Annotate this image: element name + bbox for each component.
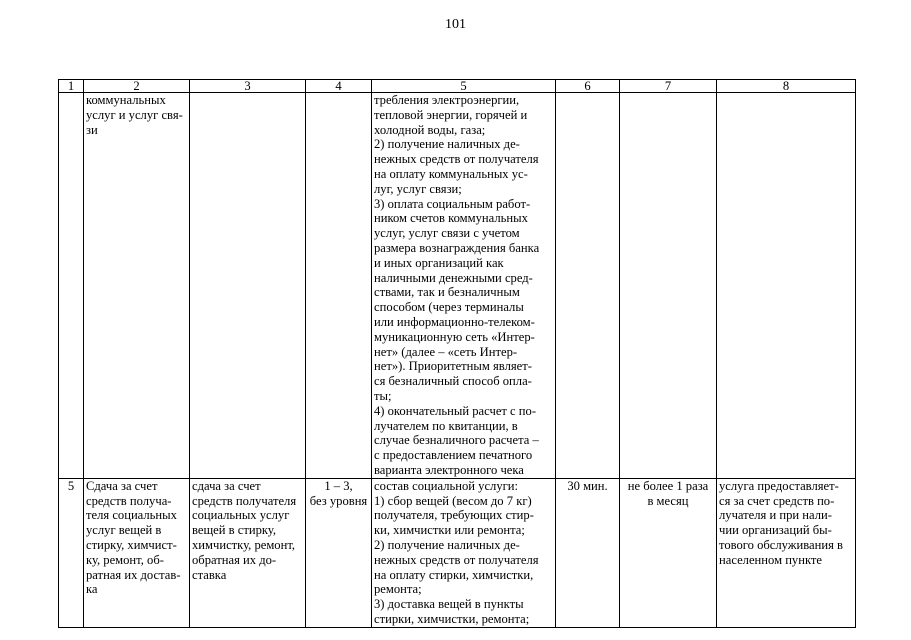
column-number: 7 [620,80,717,93]
table-row [59,478,856,627]
column-number: 3 [190,80,306,93]
service-description-cell [190,93,306,479]
service-content-cell: требления электроэнергии, тепловой энергии, горячей и холодной воды, газа; 2) получение наличных де- нежных средств от получателя на оплату коммунальных ус- луг, услуг связи; 3) оплата социальным работ- ником счетов коммунальных услуг, услуг связи с учетом размера вознаграждения банка и иных организаций как наличными денежными сред- ствами, так и безналичным способом (через терминалы или информационно-телеком- муникационную сеть «Интер- нет» (далее – «сеть Интер- нет»). Приоритетным являет- ся безналичный способ опла- ты; 4) окончательный расчет с по- лучателем по квитанции, в случае безналичного расчета – с предоставлением печатного варианта электронного чека [372,93,556,479]
services-table [58,79,856,628]
service-content-cell: состав социальной услуги: 1) сбор вещей (весом до 7 кг) получателя, требующих стир- ки, химчистки или ремонта; 2) получение наличных де- нежных средств от получателя на оплату стирки, химчистки, ремонта; 3) доставка вещей в пункты стирки, химчистки, ремонта; [372,478,556,627]
column-number-row [59,80,856,93]
notes-cell [717,93,856,479]
service-description-cell: сдача за счет средств получателя социальных услуг вещей в стирку, химчистку, ремонт, обратная их до- ставка [190,478,306,627]
level-cell [306,93,372,479]
row-number-cell: 5 [59,478,84,627]
level-cell: 1 – 3, без уровня [306,478,372,627]
column-number: 2 [84,80,190,93]
row-number-cell [59,93,84,479]
duration-cell [556,93,620,479]
service-name-cell: Сдача за счет средств получа- теля социальных услуг вещей в стирку, химчист- ку, ремонт, об- ратная их достав- ка [84,478,190,627]
column-number: 1 [59,80,84,93]
column-number: 4 [306,80,372,93]
frequency-cell [620,93,717,479]
column-number: 6 [556,80,620,93]
table-row [59,93,856,479]
service-name-cell: коммунальных услуг и услуг свя- зи [84,93,190,479]
column-number: 8 [717,80,856,93]
column-number: 5 [372,80,556,93]
duration-cell: 30 мин. [556,478,620,627]
notes-cell: услуга предоставляет- ся за счет средств по- лучателя и при нали- чии организаций бы- тового обслуживания в населенном пункте [717,478,856,627]
page-number: 101 [445,17,466,32]
frequency-cell: не более 1 раза в месяц [620,478,717,627]
